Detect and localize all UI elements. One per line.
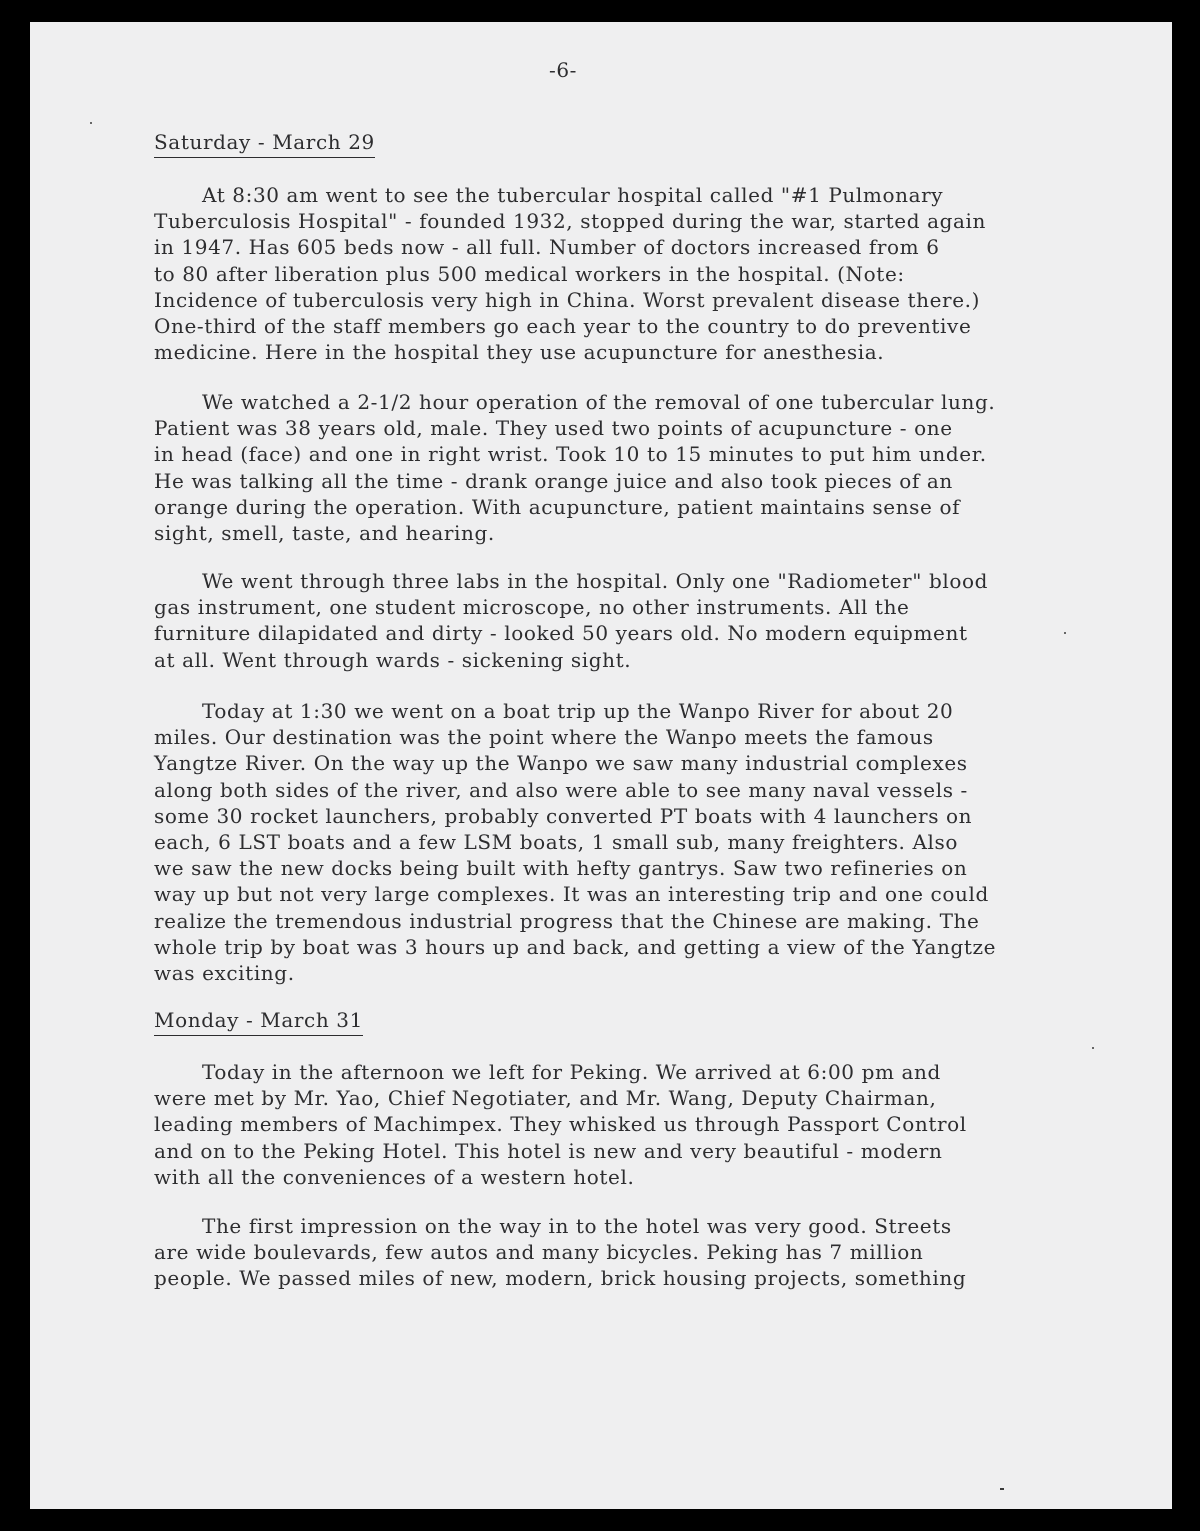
paragraph-boat-trip xyxy=(154,698,996,986)
text-line: Today at 1:30 we went on a boat trip up the Wanpo River for about 20 xyxy=(202,699,954,723)
text-line: The first impression on the way in to the hotel was very good. Streets xyxy=(202,1214,952,1238)
text-line: miles. Our destination was the point where the Wanpo meets the famous xyxy=(154,725,934,750)
paper-speck xyxy=(1064,632,1066,634)
section-heading-monday: Monday - March 31 xyxy=(154,1008,363,1036)
paragraph-hospital-labs xyxy=(154,568,988,673)
paper-speck xyxy=(90,122,92,124)
text-line: Today in the afternoon we left for Peking. We arrived at 6:00 pm and xyxy=(202,1060,941,1084)
text-line: are wide boulevards, few autos and many bicycles. Peking has 7 million xyxy=(154,1240,924,1265)
paragraph-arrival-peking xyxy=(154,1059,967,1190)
text-line: leading members of Machimpex. They whisked us through Passport Control xyxy=(154,1112,967,1137)
text-line: gas instrument, one student microscope, no other instruments. All the xyxy=(154,595,910,620)
paragraph-lung-operation xyxy=(154,389,995,546)
text-line: Tuberculosis Hospital" - founded 1932, stopped during the war, started again xyxy=(154,209,987,234)
text-line: whole trip by boat was 3 hours up and back, and getting a view of the Yangtze xyxy=(154,934,997,959)
paragraph-tuberculosis-hospital xyxy=(154,182,986,365)
text-line: orange during the operation. With acupuncture, patient maintains sense of xyxy=(154,494,961,519)
text-line: Patient was 38 years old, male. They used two points of acupuncture - one xyxy=(154,416,953,441)
text-line: along both sides of the river, and also were able to see many naval vessels - xyxy=(154,777,968,802)
text-line: sight, smell, taste, and hearing. xyxy=(154,520,495,545)
paper-speck xyxy=(1092,1047,1094,1049)
text-line: to 80 after liberation plus 500 medical workers in the hospital. (Note: xyxy=(154,261,905,286)
text-line: was exciting. xyxy=(154,960,295,985)
paragraph-first-impression xyxy=(154,1213,966,1292)
text-line: medicine. Here in the hospital they use acupuncture for anesthesia. xyxy=(154,340,885,365)
text-line: Incidence of tuberculosis very high in China. Worst prevalent disease there.) xyxy=(154,287,980,312)
text-line: At 8:30 am went to see the tubercular hospital called "#1 Pulmonary xyxy=(202,183,944,207)
text-line: in head (face) and one in right wrist. Took 10 to 15 minutes to put him under. xyxy=(154,442,987,467)
text-line: furniture dilapidated and dirty - looked 50 years old. No modern equipment xyxy=(154,621,968,646)
text-line: We went through three labs in the hospital. Only one "Radiometer" blood xyxy=(202,569,989,593)
text-line: were met by Mr. Yao, Chief Negotiater, and Mr. Wang, Deputy Chairman, xyxy=(154,1086,937,1111)
text-line: Yangtze River. On the way up the Wanpo we saw many industrial complexes xyxy=(154,751,968,776)
text-line: We watched a 2-1/2 hour operation of the removal of one tubercular lung. xyxy=(202,390,996,414)
text-line: with all the conveniences of a western hotel. xyxy=(154,1164,635,1189)
text-line: in 1947. Has 605 beds now - all full. Number of doctors increased from 6 xyxy=(154,235,940,260)
page-number: -6- xyxy=(548,58,578,82)
text-line: some 30 rocket launchers, probably converted PT boats with 4 launchers on xyxy=(154,803,973,828)
section-heading-saturday: Saturday - March 29 xyxy=(154,130,375,158)
text-line: He was talking all the time - drank orange juice and also took pieces of an xyxy=(154,468,953,493)
text-line: and on to the Peking Hotel. This hotel is new and very beautiful - modern xyxy=(154,1138,943,1163)
text-line: way up but not very large complexes. It was an interesting trip and one could xyxy=(154,882,989,907)
document-page xyxy=(30,22,1172,1509)
text-line: we saw the new docks being built with hefty gantrys. Saw two refineries on xyxy=(154,856,968,881)
text-line: One-third of the staff members go each year to the country to do preventive xyxy=(154,313,972,338)
text-line: at all. Went through wards - sickening sight. xyxy=(154,647,632,672)
paper-speck xyxy=(1000,1488,1004,1490)
text-line: each, 6 LST boats and a few LSM boats, 1 small sub, many freighters. Also xyxy=(154,829,959,854)
text-line: realize the tremendous industrial progress that the Chinese are making. The xyxy=(154,908,980,933)
text-line: people. We passed miles of new, modern, brick housing projects, something xyxy=(154,1266,967,1291)
